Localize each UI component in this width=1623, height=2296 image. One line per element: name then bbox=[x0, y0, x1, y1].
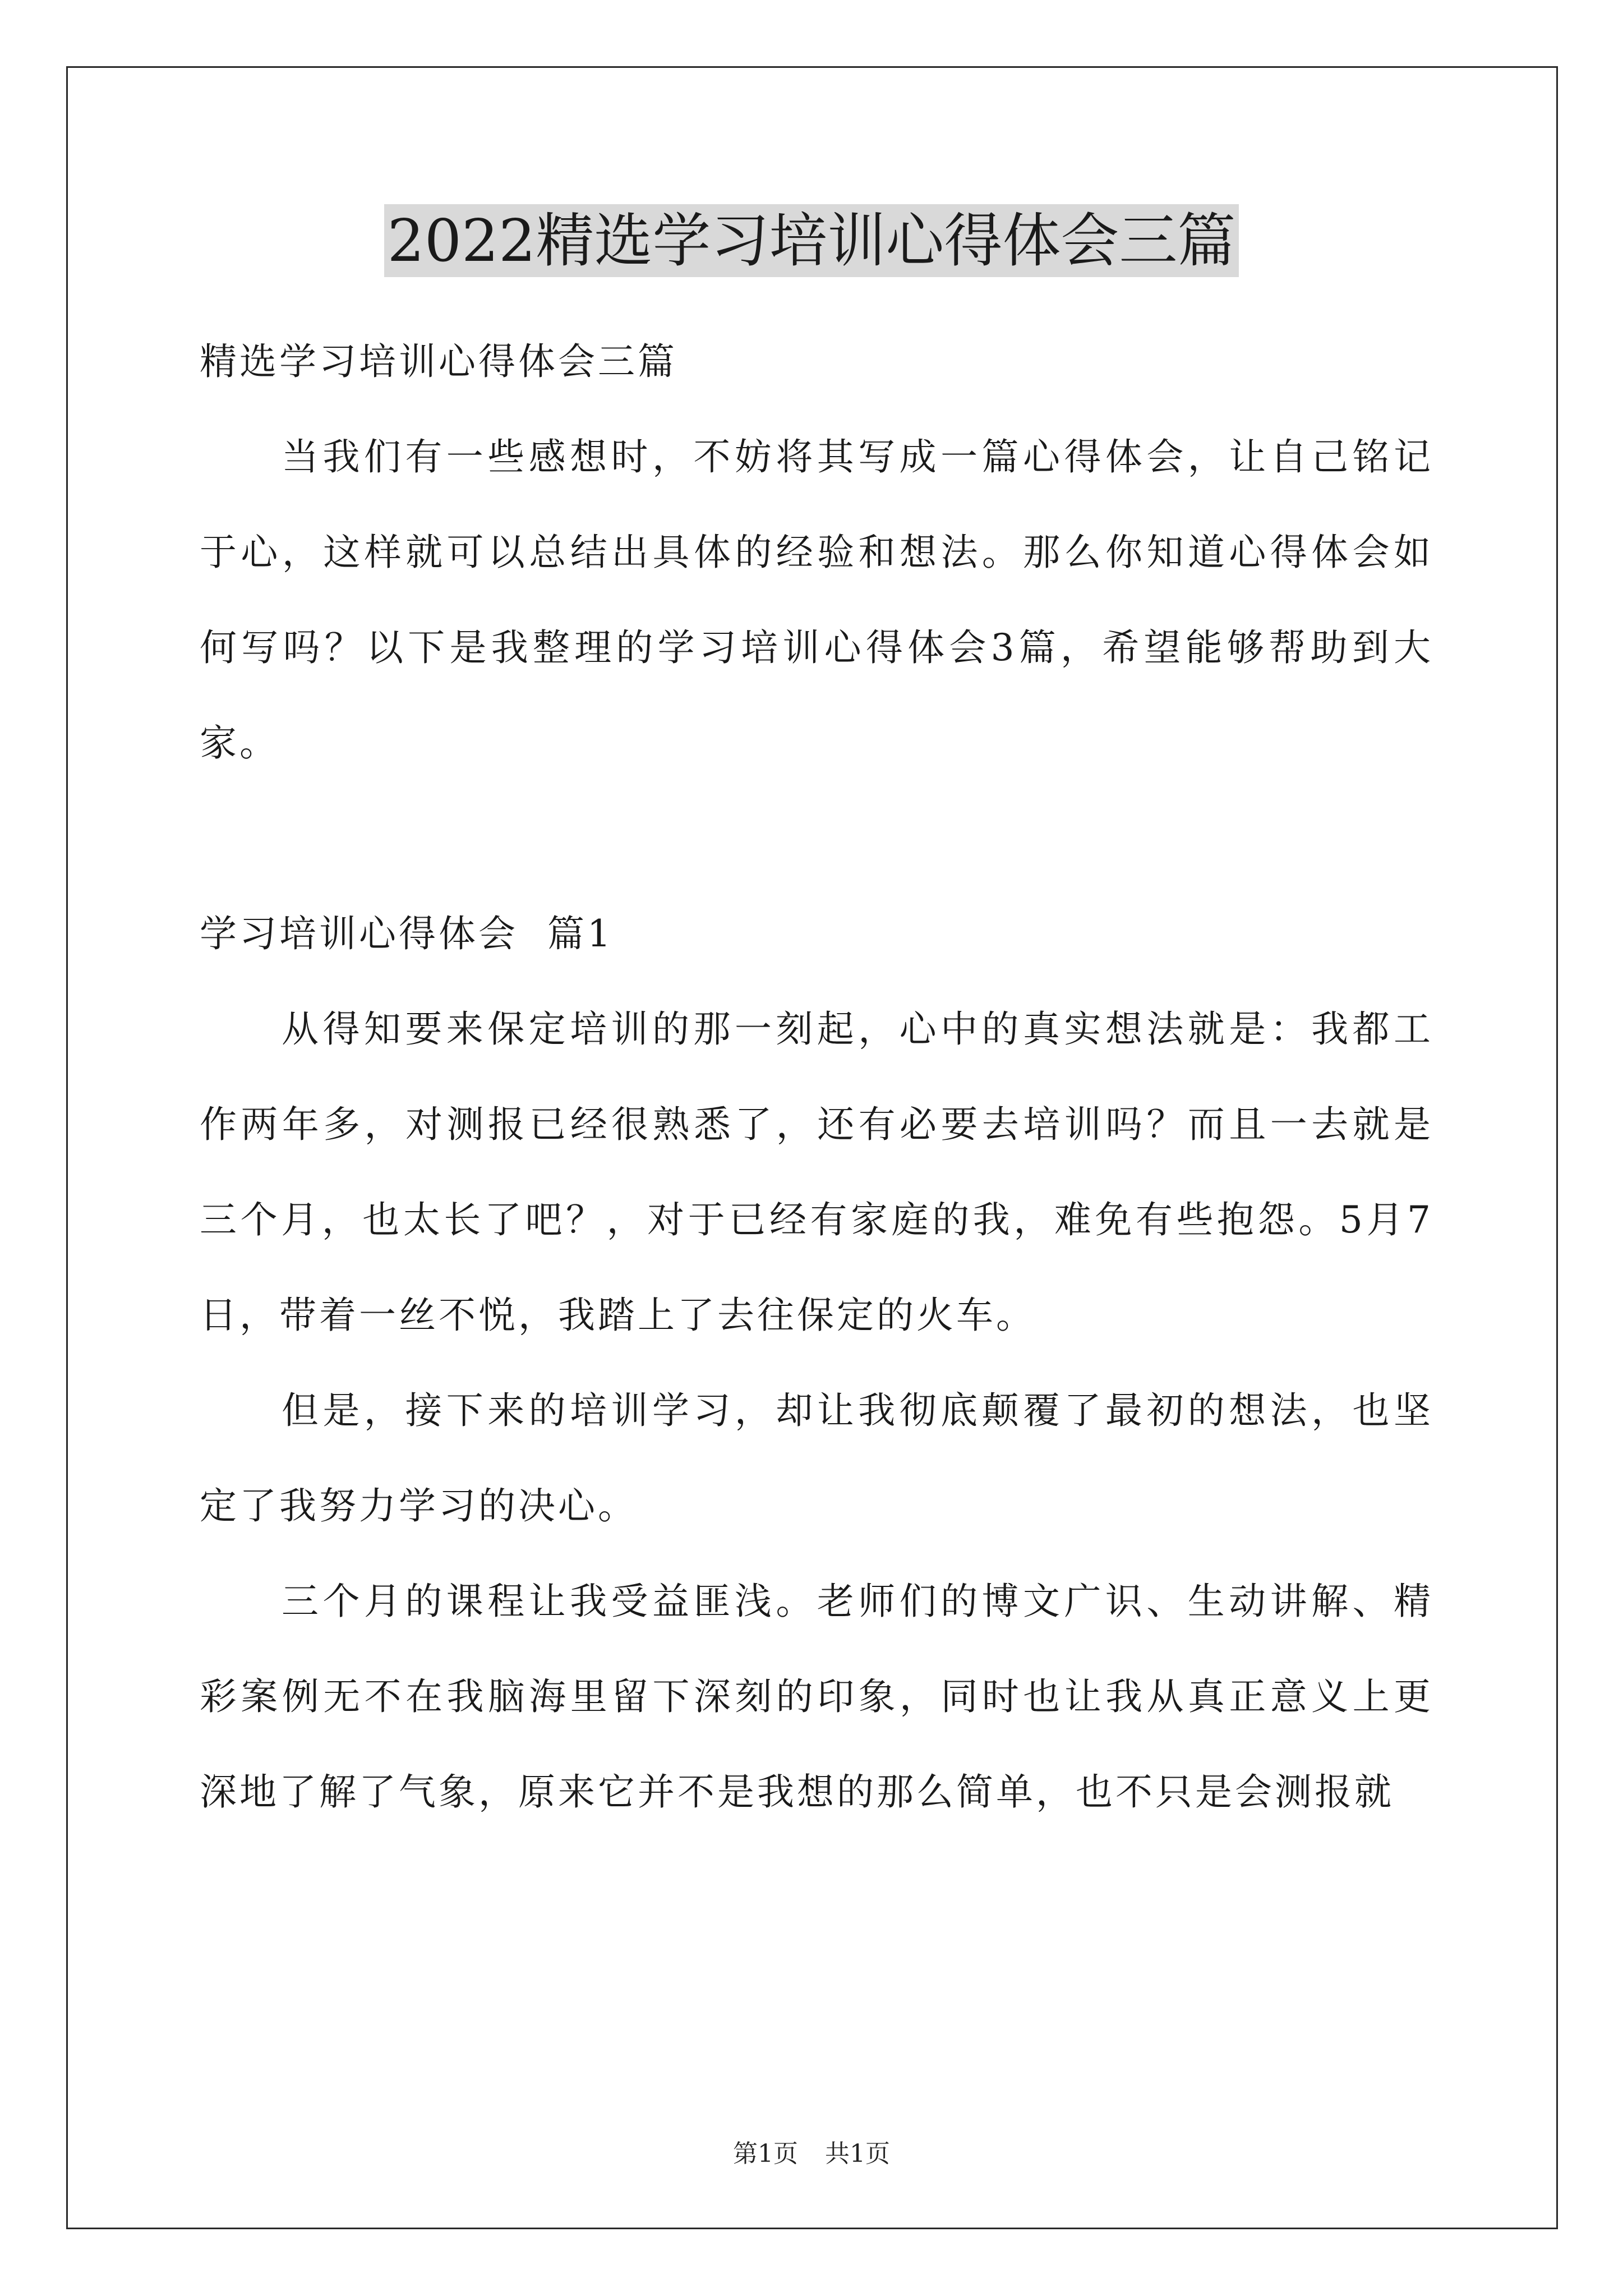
section-heading: 学习培训心得体会 篇1 bbox=[200, 912, 614, 955]
body-paragraph: 但是，接下来的培训学习，却让我彻底颠覆了最初的想法，也坚定了我努力学习的决心。 bbox=[200, 1389, 1433, 1527]
page-total: 共1页 bbox=[825, 2139, 890, 2168]
body-paragraph: 三个月的课程让我受益匪浅。老师们的博文广识、生动讲解、精彩案例无不在我脑海里留下深刻的印象，同时也让我从真正意义上更深地了解了气象，原来它并不是我想的那么简单，也不只是会测报就 bbox=[200, 1580, 1433, 1814]
document-body bbox=[200, 314, 1433, 1840]
page-footer bbox=[0, 2137, 1623, 2171]
body-paragraph: 从得知要来保定培训的那一刻起，心中的真实想法就是：我都工作两年多，对测报已经很熟悉了，还有必要去培训吗？而且一去就是三个月，也太长了吧？，对于已经有家庭的我，难免有些抱怨。5月7日，带着一丝不悦，我踏上了去往保定的火车。 bbox=[200, 1007, 1433, 1337]
section-spacer bbox=[200, 791, 1433, 886]
document-subtitle: 精选学习培训心得体会三篇 bbox=[200, 340, 677, 383]
intro-paragraph: 当我们有一些感想时，不妨将其写成一篇心得体会，让自己铭记于心，这样就可以总结出具体的经验和想法。那么你知道心得体会如何写吗？以下是我整理的学习培训心得体会3篇，希望能够帮助到大家。 bbox=[200, 435, 1433, 765]
document-title-text: 2022精选学习培训心得体会三篇 bbox=[384, 204, 1239, 277]
page-number: 第1页 bbox=[733, 2139, 798, 2168]
document-title bbox=[0, 204, 1623, 277]
